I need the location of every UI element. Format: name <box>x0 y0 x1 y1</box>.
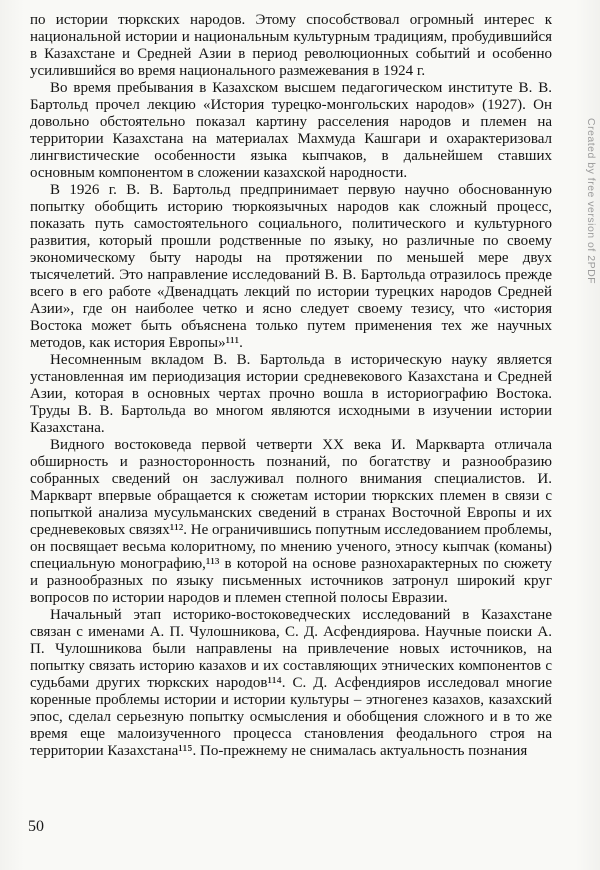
paragraph: по истории тюркских народов. Этому способствовал огромный интерес к национальной истории и национальным культурным традициям, пробудившийся в Казахстане и Средней Азии в период революционных событий и особенно усилившийся во время национального размежевания в 1924 г. <box>30 12 552 79</box>
watermark-text: Created by free version of 2PDF <box>585 118 597 285</box>
page-text-block <box>30 12 552 760</box>
paragraph: Во время пребывания в Казахском высшем педагогическом институте В. В. Бартольд прочел лекцию «История турецко-монгольских народов» (1927). Он довольно обстоятельно показал картину расселения народов и племен на территории Казахстана на материалах Махмуда Кашгари и охарактеризовал лингвистические особенности языка кыпчаков, в дальнейшем ставших основным компонентом в сложении казахской народности. <box>30 80 552 181</box>
paragraph: Начальный этап историко-востоковедческих исследований в Казахстане связан с именами А. П. Чулошникова, С. Д. Асфендиярова. Научные поиски А. П. Чулошникова были направлены на привлечение новых источников, на попытку связать историю казахов и их составляющих этнических компонентов с судьбами других тюркских народов¹¹⁴. С. Д. Асфендияров исследовал многие коренные проблемы истории и истории культуры – этногенез казахов, казахский эпос, сделал серьезную попытку осмысления и обобщения сложного и в то же время еще малоизученного процесса становления феодального строя на территории Казахстана¹¹⁵. По-прежнему не снималась актуальность познания <box>30 607 552 759</box>
page-number: 50 <box>28 818 44 835</box>
paragraph: Видного востоковеда первой четверти XX века И. Маркварта отличала обширность и разносторонность познаний, по богатству и разнообразию собранных сведений он заслуживал полного внимания специалистов. И. Маркварт впервые обращается к сюжетам истории тюркских племен в связи с попыткой анализа мусульманских сведений в странах Восточной Европы и их средневековых связях¹¹². Не ограничившись попутным исследованием проблемы, он посвящает весьма колоритному, по мнению ученого, этносу кыпчак (команы) специальную монографию,¹¹³ в которой на основе разнохарактерных по сюжету и разнообразных по языку письменных источников затронул широкий круг вопросов по истории народов и племен степной полосы Евразии. <box>30 437 552 606</box>
paragraph: В 1926 г. В. В. Бартольд предпринимает первую научно обоснованную попытку обобщить историю тюркоязычных народов как сложный процесс, показать путь самостоятельного социального, политического и культурного развития, который прошли родственные по языку, но различные по своему экономическому быту народы на протяжении по меньшей мере двух тысячелетий. Это направление исследований В. В. Бартольда отразилось прежде всего в его работе «Двенадцать лекций по истории турецких народов Средней Азии», где он наиболее четко и ясно следует своему тезису, что «история Востока может быть объяснена только путем применения тех же научных методов, как история Европы»¹¹¹. <box>30 182 552 351</box>
paragraph: Несомненным вкладом В. В. Бартольда в историческую науку является установленная им периодизация истории средневекового Казахстана и Средней Азии, которая в основных чертах прочно вошла в историографию Востока. Труды В. В. Бартольда во многом являются исходными в изучении истории Казахстана. <box>30 352 552 436</box>
